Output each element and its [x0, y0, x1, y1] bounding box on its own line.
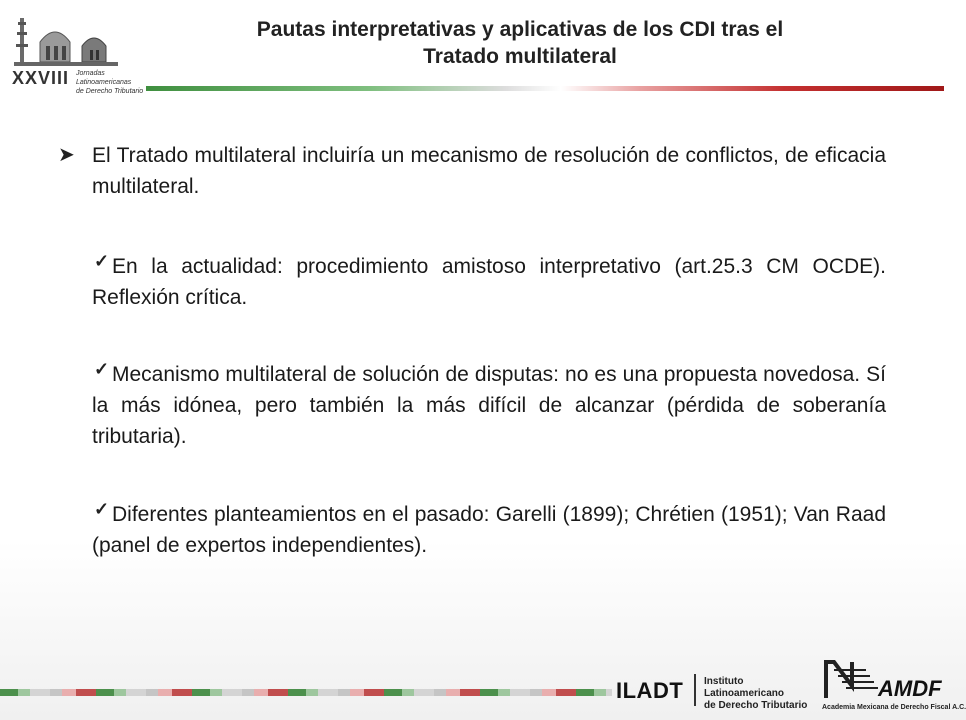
- amdf-subtitle: Academia Mexicana de Derecho Fiscal A.C.: [822, 704, 966, 711]
- logo-caption-line2: de Derecho Tributario: [76, 88, 144, 95]
- logo-caption: [76, 69, 150, 96]
- checkmark-icon: ✓: [94, 359, 110, 379]
- main-bullet-text: El Tratado multilateral incluiría un mecanismo de resolución de conflictos, de eficacia multilateral.: [92, 144, 886, 198]
- jornadas-logo: [10, 8, 150, 94]
- sub-bullet-2: [92, 359, 886, 452]
- main-bullet: [58, 140, 886, 202]
- amdf-emblem-icon: [820, 656, 880, 702]
- logo-roman-numeral: XXVIII: [12, 68, 70, 88]
- iladt-subtitle-line2: de Derecho Tributario: [704, 700, 808, 711]
- amdf-name: AMDF: [878, 676, 942, 701]
- sub-bullet-3-text: Diferentes planteamientos en el pasado: Garelli (1899); Chrétien (1951); Van Raad (panel de expertos independientes).: [92, 503, 886, 557]
- logo-caption-line1: Jornadas Latinoamericanas: [76, 70, 132, 86]
- footer-color-stripe: [0, 689, 612, 696]
- amdf-logo: [820, 656, 966, 716]
- sub-bullet-3: [92, 499, 886, 561]
- header-color-stripe: [146, 86, 944, 91]
- sub-bullet-2-text: Mecanismo multilateral de solución de disputas: no es una propuesta novedosa. Sí la más idónea, pero también la más difícil de alcanzar (pérdida de soberanía tributaria).: [92, 363, 886, 448]
- sub-bullet-1-text: En la actualidad: procedimiento amistoso interpretativo (art.25.3 CM OCDE). Reflexión crítica.: [92, 255, 886, 309]
- iladt-subtitle-line1: Instituto Latinoamericano: [704, 676, 785, 699]
- arrow-bullet-icon: ➤: [58, 144, 75, 166]
- checkmark-icon: ✓: [94, 499, 110, 519]
- iladt-subtitle: [704, 676, 816, 712]
- checkmark-icon: ✓: [94, 251, 110, 271]
- sub-bullet-1: [92, 251, 886, 313]
- iladt-name: ILADT: [616, 678, 684, 703]
- iladt-logo: [616, 670, 816, 712]
- page-title-line1: Pautas interpretativas y aplicativas de los CDI tras el: [256, 18, 784, 41]
- page-title: [170, 16, 870, 70]
- iladt-divider: [694, 674, 696, 706]
- page-title-line2: Tratado multilateral: [423, 45, 617, 68]
